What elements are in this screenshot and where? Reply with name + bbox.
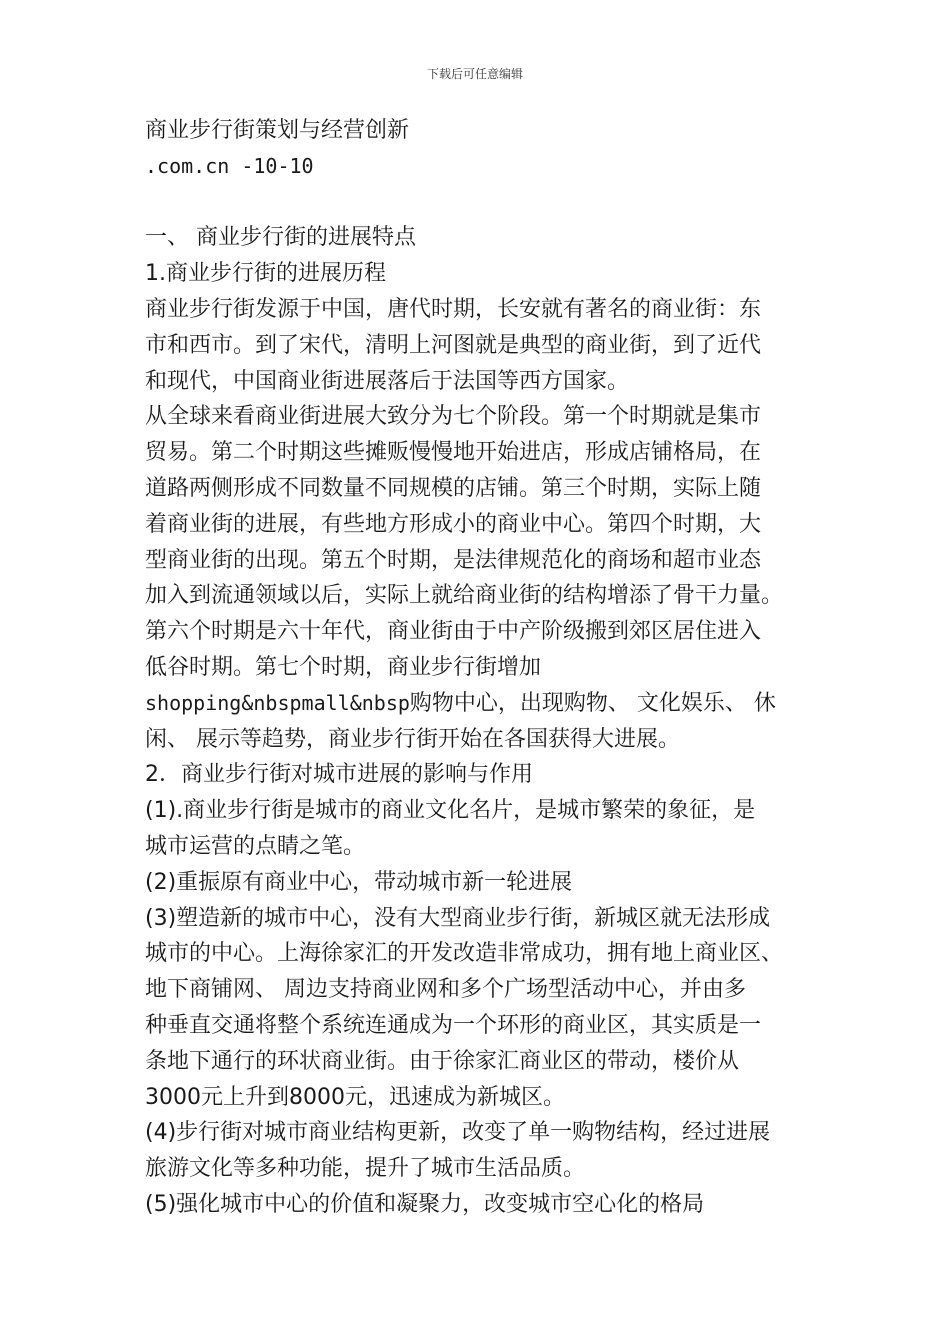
paragraph-line: 种垂直交通将整个系统连通成为一个环形的商业区，其实质是一 <box>145 1012 762 1038</box>
paragraph-line: (4)步行街对城市商业结构更新，改变了单一购物结构，经过进展 <box>145 1120 771 1146</box>
paragraph-line: 着商业街的进展，有些地方形成小的商业中心。第四个时期，大 <box>145 511 762 537</box>
paragraph-line: 城市的中心。上海徐家汇的开发改造非常成功，拥有地上商业区、 <box>145 941 784 967</box>
paragraph-line: (2)重振原有商业中心，带动城市新一轮进展 <box>145 869 573 895</box>
document-body <box>145 113 805 1223</box>
page-header: 下载后可任意编辑 <box>426 67 523 81</box>
paragraph-line: 地下商铺网、 周边支持商业网和多个广场型活动中心，并由多 <box>145 977 746 1003</box>
code-fragment: shopping&nbspmall&nbsp <box>145 690 410 715</box>
mixed-line <box>145 686 805 722</box>
paragraph-line: 从全球来看商业街进展大致分为七个阶段。第一个时期就是集市 <box>145 404 762 430</box>
source-line: .com.cn -10-10 <box>145 153 314 178</box>
paragraph-line: 旅游文化等多种功能，提升了城市生活品质。 <box>145 1156 586 1182</box>
paragraph-line: 闲、 展示等趋势，商业步行街开始在各国获得大进展。 <box>145 726 680 752</box>
document-title: 商业步行街策划与经营创新 <box>145 118 410 143</box>
mixed-line-text: 购物中心，出现购物、 文化娱乐、 休 <box>409 690 776 716</box>
paragraph-line: 市和西市。到了宋代，清明上河图就是典型的商业街，到了近代 <box>145 332 762 358</box>
paragraph-line: 3000元上升到8000元，迅速成为新城区。 <box>145 1084 565 1110</box>
paragraph-line: (3)塑造新的城市中心，没有大型商业步行街，新城区就无法形成 <box>145 905 771 931</box>
section-heading: 一、 商业步行街的进展特点 <box>145 225 416 251</box>
paragraph-line: 型商业街的出现。第五个时期，是法律规范化的商场和超市业态 <box>145 547 762 573</box>
subsection-heading: 2．商业步行街对城市进展的影响与作用 <box>145 762 533 788</box>
paragraph-line: 第六个时期是六十年代，商业街由于中产阶级搬到郊区居住进入 <box>145 619 762 645</box>
paragraph-line: (1).商业步行街是城市的商业文化名片，是城市繁荣的象征，是 <box>145 798 756 824</box>
subsection-heading: 1.商业步行街的进展历程 <box>145 261 386 287</box>
paragraph-line: 条地下通行的环状商业街。由于徐家汇商业区的带动，楼价从 <box>145 1048 740 1074</box>
paragraph-line: 低谷时期。第七个时期，商业步行街增加 <box>145 654 542 680</box>
paragraph-line: 城市运营的点睛之笔。 <box>145 833 366 859</box>
paragraph-line: (5)强化城市中心的价值和凝聚力，改变城市空心化的格局 <box>145 1191 705 1217</box>
paragraph-line: 道路两侧形成不同数量不同规模的店铺。第三个时期，实际上随 <box>145 475 762 501</box>
paragraph-line: 和现代，中国商业街进展落后于法国等西方国家。 <box>145 368 630 394</box>
paragraph-line: 商业步行街发源于中国，唐代时期，长安就有著名的商业街：东 <box>145 296 762 322</box>
paragraph-line: 加入到流通领域以后，实际上就给商业街的结构增添了骨干力量。 <box>145 583 784 609</box>
blank-line <box>145 185 805 221</box>
paragraph-line: 贸易。第二个时期这些摊贩慢慢地开始进店，形成店铺格局，在 <box>145 440 762 466</box>
